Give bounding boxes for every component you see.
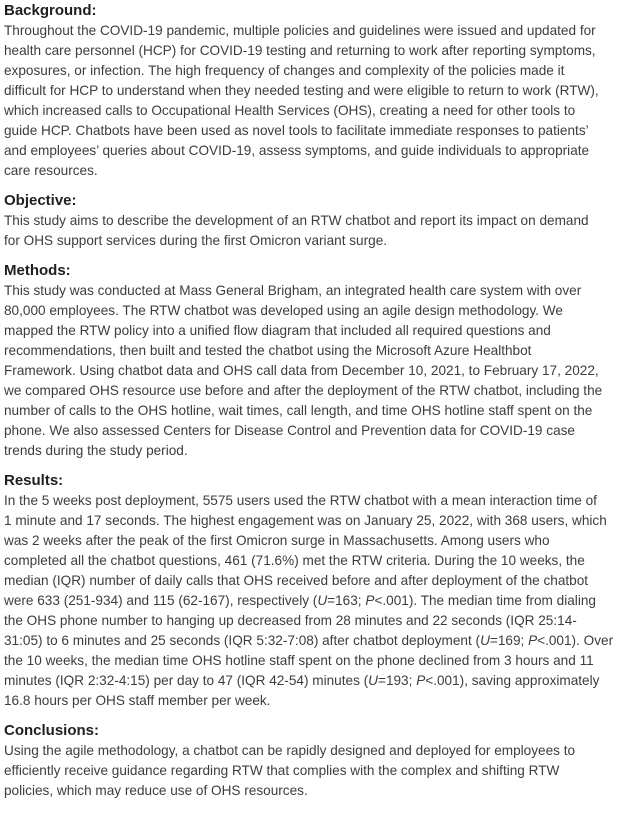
results-text: 31:05) to 6 minutes and 25 seconds (IQR 5:32-7:08) after chatbot deployment ( bbox=[4, 633, 481, 648]
conclusions-line: efficiently receive guidance regarding RTW that complies with the complex and shifting RTW bbox=[4, 763, 560, 778]
methods-line: This study was conducted at Mass General Brigham, an integrated health care system with over bbox=[4, 283, 582, 298]
methods-line: 80,000 employees. The RTW chatbot was developed using an agile design methodology. We bbox=[4, 303, 563, 318]
methods-line: trends during the study period. bbox=[4, 443, 188, 458]
results-line: 16.8 hours per OHS staff member per week. bbox=[4, 693, 271, 708]
conclusions-line: Using the agile methodology, a chatbot can be rapidly designed and deployed for employees to bbox=[4, 743, 576, 758]
methods-section bbox=[4, 261, 624, 461]
background-line: which increased calls to Occupational Health Services (OHS), creating a need for other tools to bbox=[4, 103, 576, 118]
objective-line: for OHS support services during the first Omicron variant surge. bbox=[4, 233, 388, 248]
results-line bbox=[4, 591, 624, 611]
results-line: median (IQR) number of daily calls that OHS received before and after deployment of the chatbot bbox=[4, 573, 589, 588]
methods-line: Framework. Using chatbot data and OHS call data from December 10, 2021, to February 17, 2022, bbox=[4, 363, 599, 378]
background-line: health care personnel (HCP) for COVID-19 testing and returning to work after reporting symptoms, bbox=[4, 43, 596, 58]
conclusions-heading: Conclusions: bbox=[4, 722, 100, 739]
results-text: =163; bbox=[327, 593, 366, 608]
objective-heading: Objective: bbox=[4, 192, 77, 209]
results-section bbox=[4, 471, 624, 711]
background-line: care resources. bbox=[4, 163, 98, 178]
methods-line: we compared OHS resource use before and after the deployment of the RTW chatbot, including the bbox=[4, 383, 603, 398]
methods-line: number of calls to the OHS hotline, wait times, call length, and time OHS hotline staff spent on the bbox=[4, 403, 593, 418]
stat-symbol-p: P bbox=[416, 673, 426, 688]
results-line: In the 5 weeks post deployment, 5575 users used the RTW chatbot with a mean interaction time of bbox=[4, 493, 597, 508]
results-text: minutes (IQR 2:32-4:15) per day to 47 (IQR 42-54) minutes ( bbox=[4, 673, 369, 688]
results-line: completed all the chatbot questions, 461 (71.6%) met the RTW criteria. During the 10 weeks, the bbox=[4, 553, 585, 568]
results-text: <.001). Over bbox=[537, 633, 614, 648]
methods-line: recommendations, then built and tested the chatbot using the Microsoft Azure Healthbot bbox=[4, 343, 532, 358]
results-text: <.001), saving approximately bbox=[425, 673, 600, 688]
stat-symbol-u: U bbox=[317, 593, 328, 608]
stat-symbol-u: U bbox=[480, 633, 490, 648]
results-text: =169; bbox=[489, 633, 529, 648]
background-heading: Background: bbox=[4, 2, 97, 19]
background-line: exposures, or infection. The high frequency of changes and complexity of the policies made it bbox=[4, 63, 565, 78]
results-line: the OHS phone number to hanging up decreased from 28 minutes and 22 seconds (IQR 25:14- bbox=[4, 613, 577, 628]
stat-symbol-p: P bbox=[528, 633, 538, 648]
background-line: Throughout the COVID-19 pandemic, multiple policies and guidelines were issued and updated for bbox=[4, 23, 596, 38]
background-section bbox=[4, 1, 624, 181]
objective-line: This study aims to describe the development of an RTW chatbot and report its impact on demand bbox=[4, 213, 589, 228]
results-text: were 633 (251-934) and 115 (62-167), respectively ( bbox=[4, 593, 318, 608]
results-text: =193; bbox=[378, 673, 417, 688]
stat-symbol-u: U bbox=[368, 673, 378, 688]
results-line: the 10 weeks, the median time OHS hotline staff spent on the phone declined from 3 hours and 11 bbox=[4, 653, 594, 668]
results-line: 1 minute and 17 seconds. The highest engagement was on January 25, 2022, with 368 users, which bbox=[4, 513, 607, 528]
conclusions-section bbox=[4, 721, 624, 801]
results-text: <.001). The median time from dialing bbox=[374, 593, 596, 608]
methods-heading: Methods: bbox=[4, 262, 71, 279]
results-line: was 2 weeks after the peak of the first Omicron surge in Massachusetts. Among users who bbox=[4, 533, 550, 548]
background-line: difficult for HCP to understand when they needed testing and were eligible to return to work (RTW), bbox=[4, 83, 599, 98]
stat-symbol-p: P bbox=[365, 593, 375, 608]
conclusions-line: policies, which may reduce use of OHS resources. bbox=[4, 783, 308, 798]
results-heading: Results: bbox=[4, 472, 64, 489]
methods-line: mapped the RTW policy into a unified flow diagram that included all required questions and bbox=[4, 323, 551, 338]
background-line: and employees’ queries about COVID-19, assess symptoms, and guide individuals to appropriate bbox=[4, 143, 590, 158]
methods-line: phone. We also assessed Centers for Disease Control and Prevention data for COVID-19 case bbox=[4, 423, 575, 438]
results-line bbox=[4, 631, 624, 651]
background-line: guide HCP. Chatbots have been used as novel tools to facilitate immediate responses to patients’ bbox=[4, 123, 589, 138]
objective-section bbox=[4, 191, 624, 251]
results-line bbox=[4, 671, 624, 691]
